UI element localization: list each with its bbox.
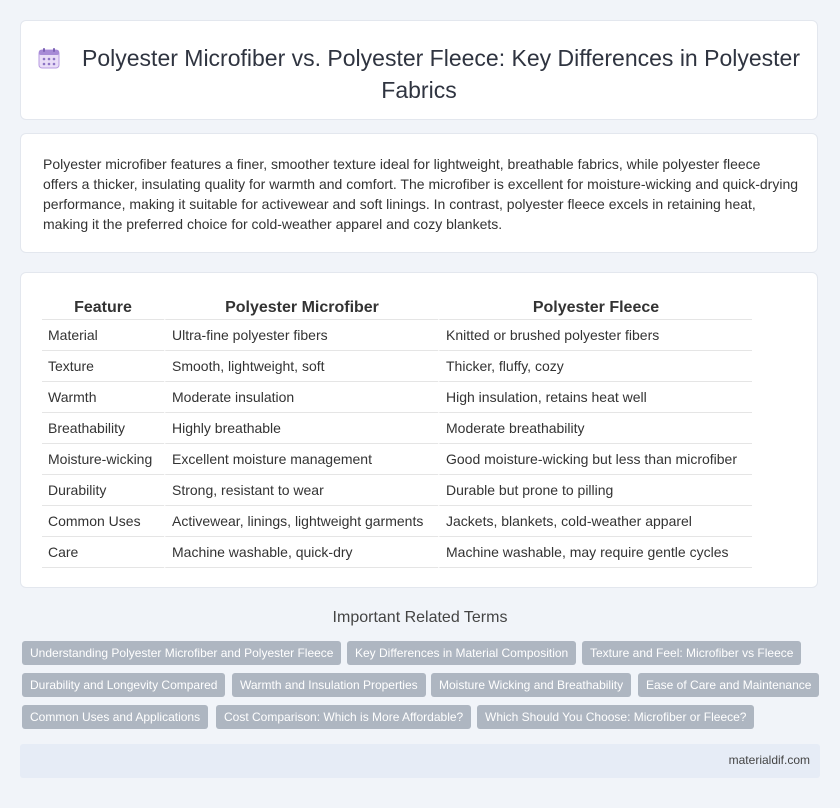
related-term-tag[interactable]: Texture and Feel: Microfiber vs Fleece [582, 641, 801, 665]
comparison-table [42, 297, 752, 568]
header-microfiber: Polyester Microfiber [164, 297, 438, 320]
footer-site[interactable]: materialdif.com [728, 753, 810, 767]
table-row [42, 320, 752, 351]
related-term-tag[interactable]: Understanding Polyester Microfiber and Polyester Fleece [22, 641, 341, 665]
related-term-tag[interactable]: Warmth and Insulation Properties [232, 673, 426, 697]
microfiber-cell: Strong, resistant to wear [164, 475, 438, 506]
calendar-icon [38, 47, 60, 76]
feature-cell: Care [42, 537, 164, 568]
related-term-tag[interactable]: Durability and Longevity Compared [22, 673, 225, 697]
footer [20, 744, 820, 778]
table-row [42, 382, 752, 413]
table-row [42, 413, 752, 444]
header-feature: Feature [42, 297, 164, 320]
feature-cell: Durability [42, 475, 164, 506]
related-term-tag[interactable]: Key Differences in Material Composition [347, 641, 576, 665]
page-title-block [21, 44, 817, 105]
table-row [42, 475, 752, 506]
fleece-cell: Machine washable, may require gentle cycles [438, 537, 752, 568]
related-term-tag[interactable]: Cost Comparison: Which is More Affordable? [216, 705, 471, 729]
table-row [42, 506, 752, 537]
fleece-cell: Moderate breathability [438, 413, 752, 444]
microfiber-cell: Smooth, lightweight, soft [164, 351, 438, 382]
related-term-tag[interactable]: Which Should You Choose: Microfiber or Fleece? [477, 705, 754, 729]
page-title: Polyester Microfiber vs. Polyester Fleece: Key Differences in Polyester Fabrics [82, 45, 800, 103]
comparison-card [20, 272, 818, 588]
feature-cell: Breathability [42, 413, 164, 444]
table-header-row [42, 297, 752, 320]
fleece-cell: Jackets, blankets, cold-weather apparel [438, 506, 752, 537]
fleece-cell: Knitted or brushed polyester fibers [438, 320, 752, 351]
intro-text: Polyester microfiber features a finer, smoother texture ideal for lightweight, breathable fabrics, while polyester fleece offers a thicker, insulating quality for warmth and comfort. The microfiber is excellent for moisture-wicking and quick-drying performance, making it suitable for activewear and soft linings. In contrast, polyester fleece excels in retaining heat, making it the preferred choice for cold-weather apparel and cozy blankets. [43, 156, 799, 232]
microfiber-cell: Ultra-fine polyester fibers [164, 320, 438, 351]
table-row [42, 537, 752, 568]
fleece-cell: Good moisture-wicking but less than microfiber [438, 444, 752, 475]
related-term-tag[interactable]: Ease of Care and Maintenance [638, 673, 819, 697]
header-fleece: Polyester Fleece [438, 297, 752, 320]
feature-cell: Moisture-wicking [42, 444, 164, 475]
related-term-tag[interactable]: Moisture Wicking and Breathability [431, 673, 631, 697]
microfiber-cell: Moderate insulation [164, 382, 438, 413]
fleece-cell: Durable but prone to pilling [438, 475, 752, 506]
microfiber-cell: Highly breathable [164, 413, 438, 444]
header-card [20, 20, 818, 120]
related-terms-title: Important Related Terms [332, 609, 508, 626]
intro-card [20, 133, 818, 253]
microfiber-cell: Excellent moisture management [164, 444, 438, 475]
feature-cell: Warmth [42, 382, 164, 413]
feature-cell: Texture [42, 351, 164, 382]
microfiber-cell: Activewear, linings, lightweight garments [164, 506, 438, 537]
feature-cell: Material [42, 320, 164, 351]
fleece-cell: High insulation, retains heat well [438, 382, 752, 413]
table-row [42, 444, 752, 475]
related-term-tag[interactable]: Common Uses and Applications [22, 705, 208, 729]
microfiber-cell: Machine washable, quick-dry [164, 537, 438, 568]
feature-cell: Common Uses [42, 506, 164, 537]
fleece-cell: Thicker, fluffy, cozy [438, 351, 752, 382]
table-row [42, 351, 752, 382]
